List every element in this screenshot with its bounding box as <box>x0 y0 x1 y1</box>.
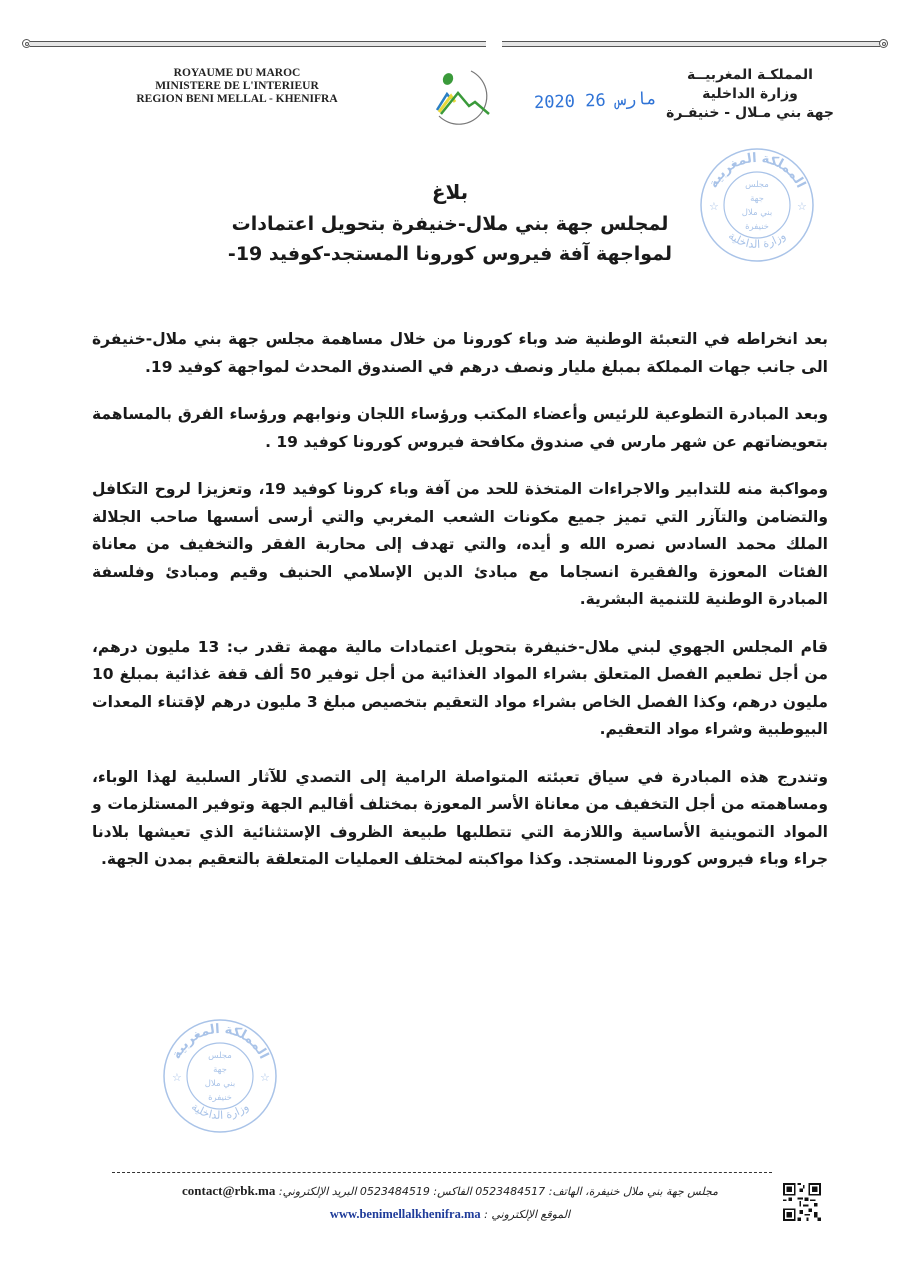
seal-outer-text-bottom: وزارة الداخلية <box>725 229 789 251</box>
seal-inner-line: خنيفرة <box>745 222 769 232</box>
official-seal-bottom <box>160 1016 280 1136</box>
date-stamp: 2020 مارس 26 <box>533 88 658 114</box>
rule-bar <box>502 41 880 47</box>
header-fr-line: REGION BENI MELLAL - KHENIFRA <box>136 93 338 105</box>
seal-inner-line: مجلس <box>208 1051 232 1061</box>
seal-star-icon: ☆ <box>709 200 719 213</box>
title-block <box>150 175 750 269</box>
seal-outer-text-top: المملكة المغربية <box>169 1021 272 1062</box>
footer-email-label: البريد الإلكتروني: <box>278 1185 357 1198</box>
seal-star-icon: ☆ <box>260 1071 270 1084</box>
seal-star-icon: ☆ <box>797 200 807 213</box>
footer-council-label: مجلس جهة بني ملال خنيفرة، الهاتف: <box>548 1185 718 1198</box>
footer-fax-label: الفاكس: <box>433 1185 472 1198</box>
seal-inner-line: مجلس <box>745 180 769 190</box>
rule-bar <box>30 41 486 47</box>
footer-website-label: الموقع الإلكتروني : <box>484 1208 571 1221</box>
paragraph: وبعد المبادرة التطوعية للرئيس وأعضاء المكتب ورؤساء اللجان ونوابهم ورؤساء الفرق بالمساهمة بتعويضاتهم عن شهر مارس في صندوق مكافحة فيروس كورونا كوفيد 19 . <box>92 405 828 451</box>
seal-inner-line: بني ملال <box>741 208 773 218</box>
paragraph: ومواكبة منه للتدابير والاجراءات المتخذة للحد من آفة وباء كرونا كوفيد 19، وتعزيزا لروح التكافل والتضامن والتآزر التي تميز جميع مكونات الشعب المغربي والتي أرسى أسسها صاحب الجلالة الملك محمد السادس نصره الله و أيده، والتي تهدف إلى محاربة الفقر والتخفيف من معاناة الفئات المعوزة والفقيرة انسجاما مع مبادئ الدين الإسلامي الحنيف وقيم ومبادئ وفلسفة المبادرة الوطنية للتنمية البشرية. <box>92 480 828 608</box>
header-french <box>122 67 352 106</box>
qr-code-icon <box>783 1183 821 1221</box>
title-line-2: لمواجهة آفة فيروس كورونا المستجد-كوفيد 19- <box>227 243 673 265</box>
seal-inner-line: جهة <box>750 194 764 204</box>
region-logo <box>431 66 495 130</box>
footer-website-link[interactable]: www.benimellalkhenifra.ma <box>329 1207 481 1221</box>
communique-body <box>92 326 828 894</box>
footer-phone: 0523484517 <box>475 1185 546 1198</box>
paragraph: قام المجلس الجهوي لبني ملال-خنيفرة بتحويل اعتمادات مالية مهمة تقدر ب: 13 مليون درهم، من أجل تطعيم الفصل المتعلق بشراء المواد الغذائية من أجل توفير 50 ألف قفة غذائية بمبلغ 10 مليون درهم، وكذا الفصل الخاص بشراء مواد التعقيم بتخصيص مبلغ 3 مليون درهم لإقتناء المعدات البيوطبية وشراء مواد التعقيم. <box>92 637 828 738</box>
document-heading: بلاغ <box>431 180 469 204</box>
seal-outer-text-top: المملكة المغربية <box>706 150 809 191</box>
top-decorative-rule <box>22 39 494 48</box>
header-ar-line: وزارة الداخلية <box>702 86 798 102</box>
header-ar-line: المملكـة المغربيــة <box>687 67 813 83</box>
header-fr-line: ROYAUME DU MAROC <box>173 67 301 79</box>
rule-knob-right <box>879 39 888 48</box>
seal-inner-line: جهة <box>213 1065 227 1075</box>
seal-inner-line: خنيفرة <box>208 1093 232 1103</box>
header-fr-line: MINISTERE DE L'INTERIEUR <box>155 80 319 92</box>
header-ar-line: جهة بني مـلال - خنيفـرة <box>666 105 834 121</box>
footer-divider <box>112 1172 772 1173</box>
seal-outer-text-bottom: وزارة الداخلية <box>188 1100 252 1122</box>
seal-star-icon: ☆ <box>172 1071 182 1084</box>
paragraph: وتندرج هذه المبادرة في سياق تعبئته المتواصلة الرامية إلى التصدي للآثار السلبية لهذا الوباء، ومساهمته من أجل التخفيف من معاناة الأسر المعوزة بمختلف أقاليم الجهة وتوفير المستلزمات و المواد التموينية الأساسية واللازمة التي تتطلبها طبيعة الظروف الإستثنائية الذي تعيشها بلادنا جراء وباء فيروس كورونا المستجد. وكذا مواكبته لمختلف العمليات المتعلقة بالتعقيم بمدن الجهة. <box>92 767 828 868</box>
footer-website-line <box>200 1207 700 1222</box>
title-line-1: لمجلس جهة بني ملال-خنيفرة بتحويل اعتمادات <box>231 213 669 235</box>
paragraph: بعد انخراطه في التعبئة الوطنية ضد وباء كورونا من خلال مساهمة مجلس جهة بني ملال-خنيفرة الى جانب جهات المملكة بمبلغ مليار ونصف درهم في الصندوق المحدث لمواجهة كوفيد 19. <box>92 330 828 376</box>
footer-email[interactable]: contact@rbk.ma <box>182 1183 276 1198</box>
top-decorative-rule-right <box>494 39 888 48</box>
footer-contact-line <box>140 1183 760 1199</box>
seal-inner-line: بني ملال <box>204 1079 236 1089</box>
svg-text:وزارة الداخلية <box>189 1100 251 1122</box>
footer-fax: 0523484519 <box>359 1185 430 1198</box>
header-arabic <box>635 66 865 123</box>
